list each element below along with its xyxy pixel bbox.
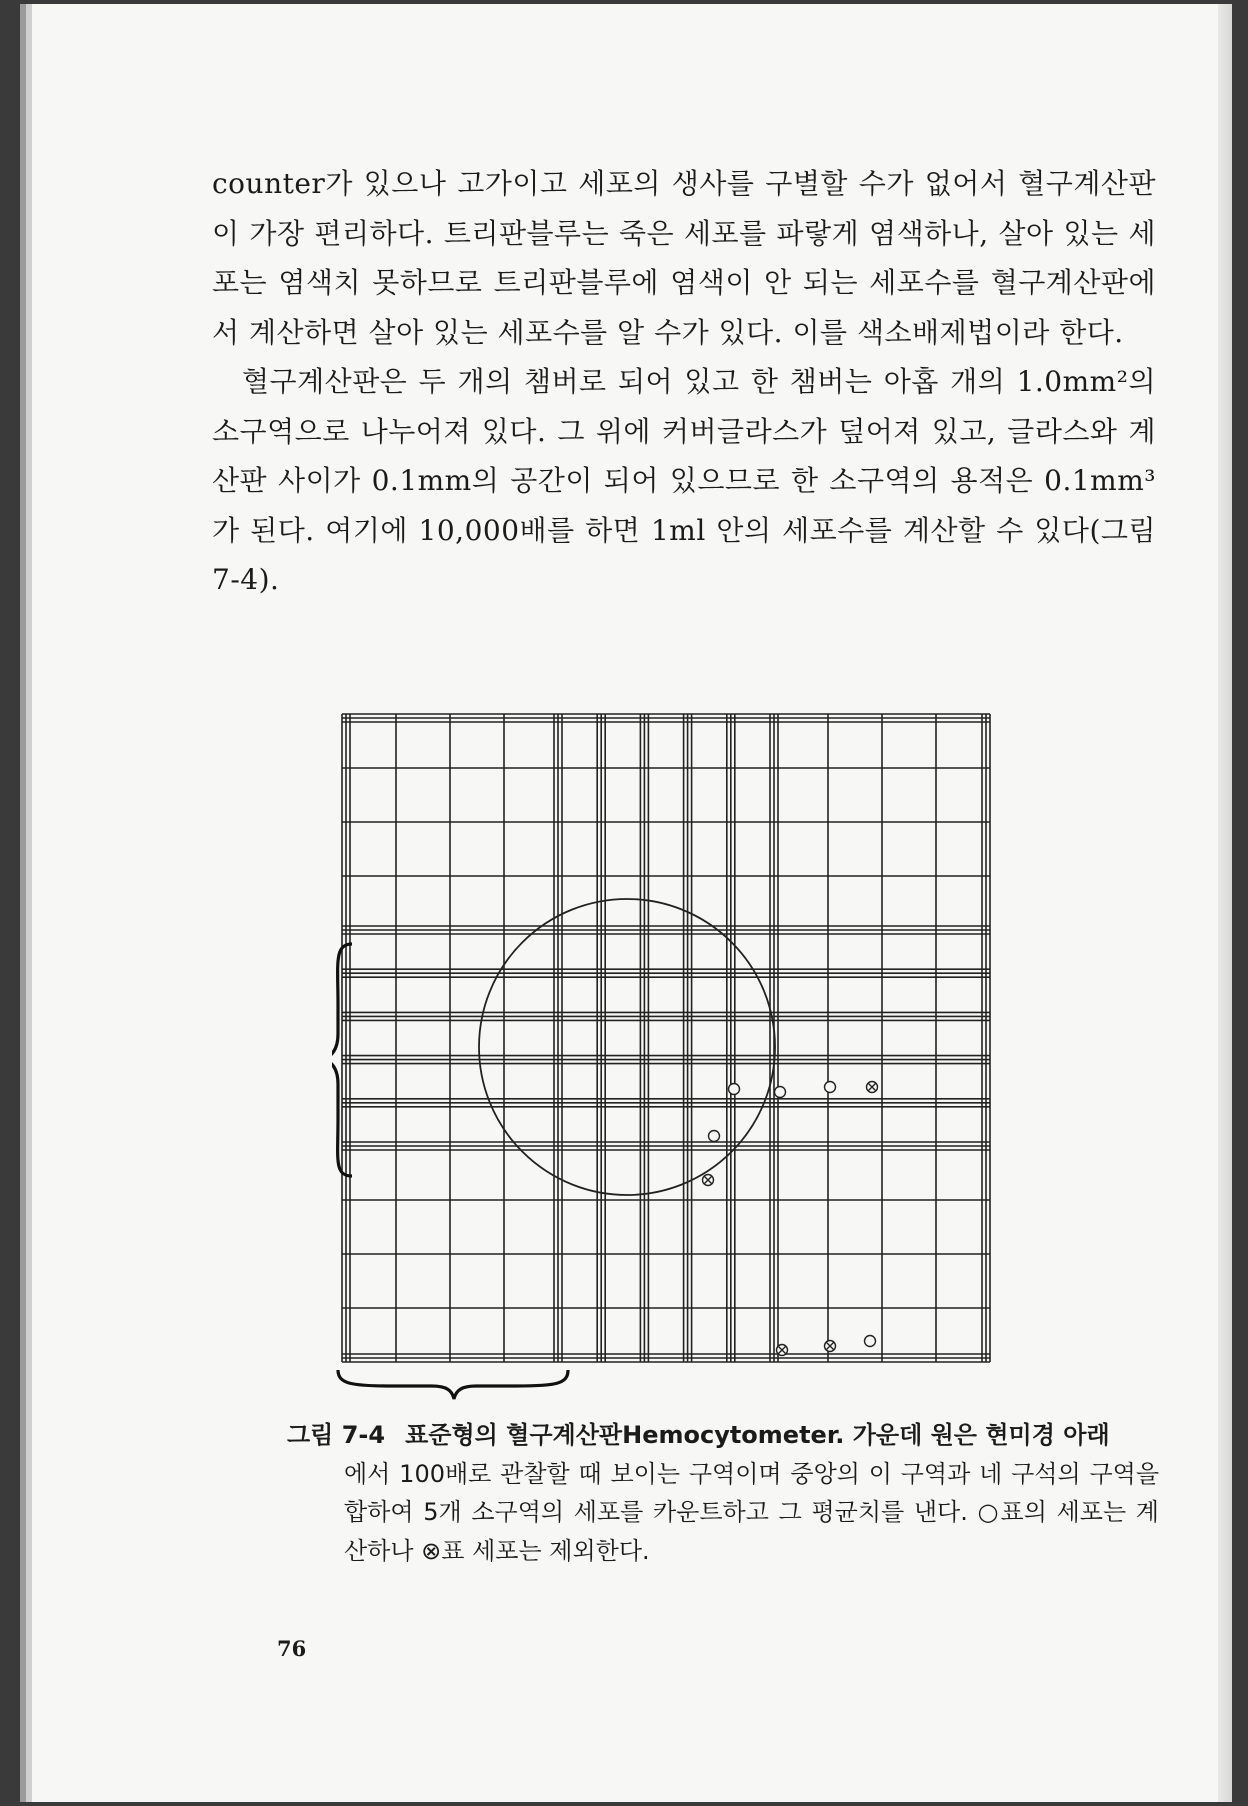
page-edge [1218,4,1232,1802]
caption-first-line [287,1416,1159,1455]
bottom-brace [338,1370,568,1399]
caption-label: 그림 7-4 [287,1421,386,1449]
excluded-cell-marker [777,1345,788,1356]
hemocytometer-figure [332,704,1052,1408]
figure-caption [287,1416,1159,1570]
hemocytometer-grid-diagram [332,704,1052,1404]
page-number: 76 [277,1636,307,1661]
counted-cell-marker [865,1336,876,1347]
caption-body: 에서 100배로 관찰할 때 보이는 구역이며 중앙의 이 구역과 네 구석의 구역을 합하여 5개 소구역의 세포를 카운트하고 그 평균치를 낸다. ○표의 세포는 계산하나 ⊗표 세포는 제외한다. [344,1459,1159,1565]
counted-cell-marker [775,1087,786,1098]
book-page [32,4,1232,1802]
counted-cell-marker [825,1082,836,1093]
paragraph-1: counter가 있으나 고가이고 세포의 생사를 구별할 수가 없어서 혈구계산판이 가장 편리하다. 트리판블루는 죽은 세포를 파랗게 염색하나, 살아 있는 세포는 염색치 못하므로 트리판블루에 염색이 안 되는 세포수를 혈구계산판에서 계산하면 살아 있는 세포수를 알 수가 있다. 이를 색소배제법이라 한다. [212,167,1156,349]
counted-cell-marker [729,1084,740,1095]
counted-cell-marker [709,1131,720,1142]
excluded-cell-marker [825,1341,836,1352]
excluded-cell-marker [867,1082,878,1093]
excluded-cell-marker [703,1175,714,1186]
body-text [212,159,1156,605]
caption-title: 표준형의 혈구계산판Hemocytometer. 가운데 원은 현미경 아래 [405,1421,1110,1449]
paragraph-2: 혈구계산판은 두 개의 챔버로 되어 있고 한 챔버는 아홉 개의 1.0mm²의 소구역으로 나누어져 있다. 그 위에 커버글라스가 덮어져 있고, 글라스와 계산판 사이가 0.1mm의 공간이 되어 있으므로 한 소구역의 용적은 0.1mm³가 된다. 여기에 10,000배를 하면 1ml 안의 세포수를 계산할 수 있다(그림 7-4). [212,365,1156,596]
